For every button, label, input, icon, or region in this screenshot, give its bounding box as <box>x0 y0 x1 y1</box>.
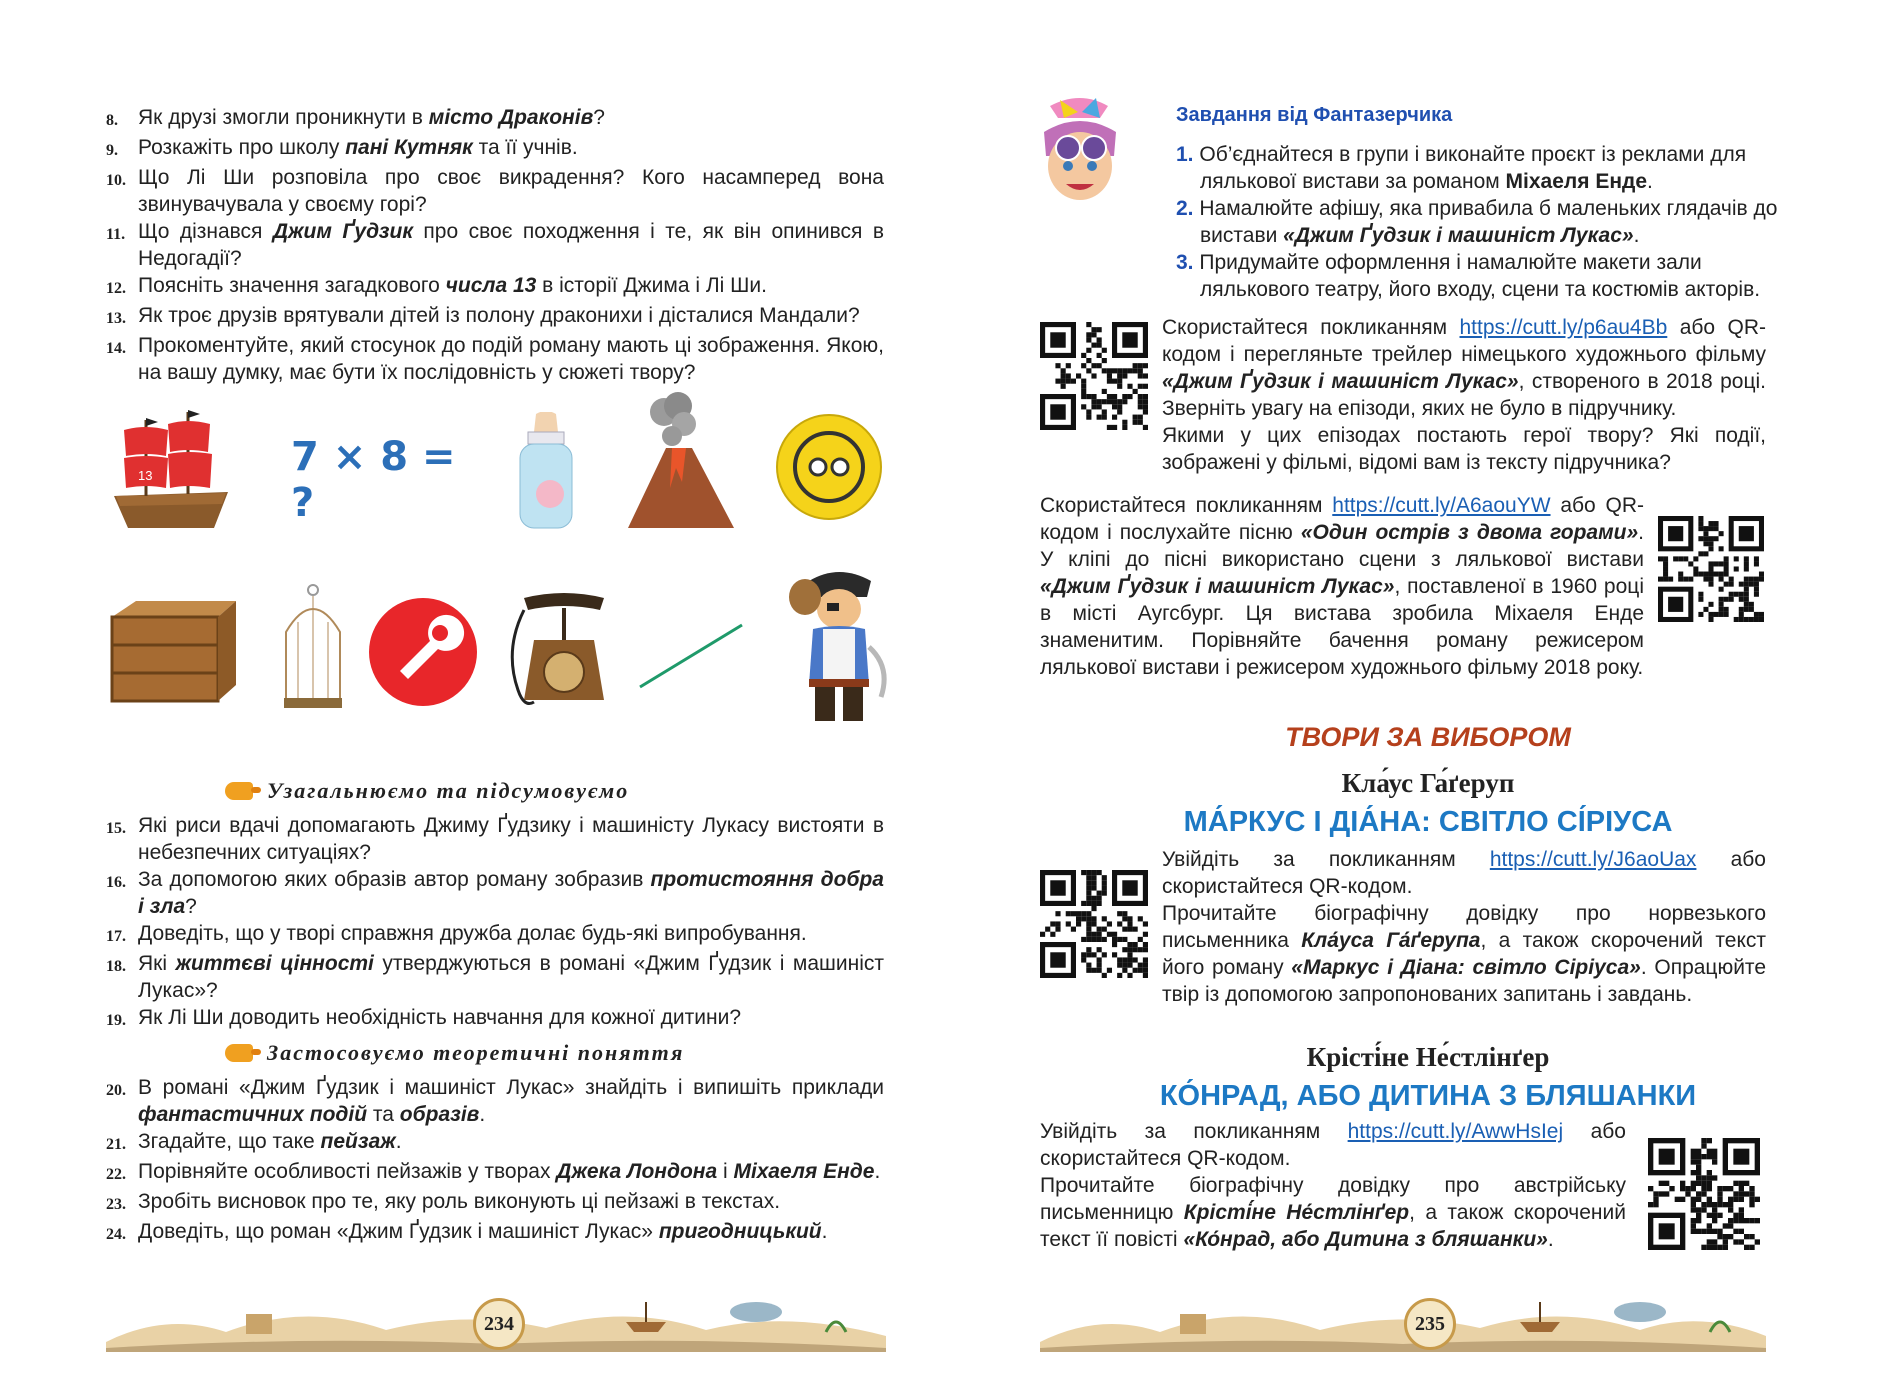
question-item: 14. Прокоментуйте, який стосунок до подій роману мають ці зображення. Якою, на вашу думку, має бути їх послідовність у сюжеті твору? <box>106 334 884 384</box>
qr-code-trailer <box>1040 322 1148 430</box>
konrad-link[interactable]: https://cutt.ly/AwwHsIej <box>1347 1120 1564 1143</box>
multiplication-formula: 7 × 8 = ? <box>291 434 456 526</box>
task-item: 2. Намалюйте афішу, яка привабила б маленьких глядачів до вистави «Джим Ґудзик і машиніст Лукас». <box>1176 197 1778 247</box>
volcano-image <box>626 392 736 532</box>
birdcage-image <box>278 582 348 712</box>
story-images-grid <box>106 392 906 732</box>
question-item: 13. Як троє друзів врятували дітей із полону драконихи і дісталися Мандали? <box>106 304 860 327</box>
repair-sign-image <box>368 597 478 707</box>
question-item: 15. Які риси вдачі допомагають Джиму Ґудзику і машиністу Лукасу вистояти в небезпечних ситуаціях? <box>106 814 884 864</box>
questions-list-b <box>106 812 884 1034</box>
tasks-list <box>1176 141 1812 303</box>
work-title: МА́РКУС І ДІА́НА: СВІТЛО СІ́РІУСА <box>1183 806 1673 838</box>
question-item: 18. Які життєві цінності утверджуються в романі «Джим Ґудзик і машиніст Лукас»? <box>106 952 885 1002</box>
task-item: 3. Придумайте оформлення і намалюйте макети зали лялькового театру, його входу, сцени та костюмів акторів. <box>1176 251 1761 301</box>
needle-image <box>636 597 746 697</box>
author-name: Крісті́не Не́стлінґер <box>1306 1042 1550 1072</box>
question-item: 22. Порівняйте особливості пейзажів у творах Джека Лондона і Міхаеля Енде. <box>106 1160 881 1183</box>
button-image <box>774 412 884 522</box>
question-item: 10. Що Лі Ши розповіла про своє викрадення? Кого насамперед вона звинувачувала у своєму горі? <box>106 166 884 216</box>
trailer-text: Скористайтеся покликанням https://cutt.ly/p6au4Bb або QR-кодом і перегляньте трейлер німецького художнього фільму «Джим Ґудзик і машиніст Лукас», створеного в 2018 році. Зверніть увагу на епізоди, яких не було в підручнику. Якими у цих епізодах постають герої твору? Які події, зображені у фільмі, відомі вам із тексту підручника? <box>1162 316 1766 474</box>
pirate-ship-image <box>106 400 236 532</box>
pointing-hand-icon <box>225 1044 253 1062</box>
author-name: Кла́ус Га́ґеруп <box>1341 768 1515 798</box>
question-item: 16. За допомогою яких образів автор роману зобразив протистояння добра і зла? <box>106 868 884 918</box>
task-title: Завдання від Фантазерчика <box>1176 104 1453 126</box>
footer-decoration <box>1040 1292 1766 1352</box>
svg-text:13: 13 <box>138 468 153 483</box>
question-item: 24. Доведіть, що роман «Джим Ґудзик і машиніст Лукас» пригодницький. <box>106 1220 828 1243</box>
wooden-crate-image <box>106 597 241 705</box>
work-title: КО́НРАД, АБО ДИТИНА З БЛЯШАНКИ <box>1159 1080 1697 1112</box>
heading-summary: Узагальнюємо та підсумовуємо <box>225 778 629 804</box>
question-item: 8. Як друзі змогли проникнути в місто Драконів? <box>106 106 605 129</box>
qr-code-markus <box>1040 870 1148 978</box>
question-item: 20. В романі «Джим Ґудзик і машиніст Лукас» знайдіть і випишіть приклади фантастичних подій та образів. <box>106 1076 884 1126</box>
question-item: 12. Поясніть значення загадкового числа 13 в історії Джима і Лі Ши. <box>106 274 767 297</box>
pointing-hand-icon <box>225 782 253 800</box>
question-item: 23. Зробіть висновок про те, яку роль виконують ці пейзажі в текстах. <box>106 1190 781 1213</box>
task-item: 1. Об’єднайтеся в групи і виконайте проєкт із реклами для лялькової вистави за романом Міхаеля Енде. <box>1176 143 1747 193</box>
song-text: Скористайтеся покликанням https://cutt.ly/A6aouYW або QR-кодом і послухайте пісню «Один острів з двома горами». У кліпі до пісні використано сцени з лялькової вистави «Джим Ґудзик і машиніст Лукас», поставленої в 1960 році в місті Аугсбург. Ця вистава зробила Міхаеля Енде знаменитим. Порівняйте бачення роману режисером лялькової вистави і режисером художнього фільму 2018 року. <box>1040 494 1644 679</box>
pirate-character-image <box>781 567 896 727</box>
song-link[interactable]: https://cutt.ly/A6aouYW <box>1332 494 1551 517</box>
question-item: 19. Як Лі Ши доводить необхідність навчання для кожної дитини? <box>106 1006 742 1029</box>
right-page <box>952 0 1904 1400</box>
old-telephone-image <box>504 590 619 715</box>
question-item: 17. Доведіть, що у творі справжня дружба долає будь-які випробування. <box>106 922 807 945</box>
markus-link[interactable]: https://cutt.ly/J6aoUax <box>1489 848 1697 871</box>
page-number: 235 <box>1404 1298 1456 1350</box>
question-item: 11. Що дізнався Джим Ґудзик про своє походження і те, як він опинився в Недогадії? <box>106 220 884 270</box>
heading-theory: Застосовуємо теоретичні поняття <box>225 1040 684 1066</box>
qr-code-konrad <box>1648 1138 1760 1250</box>
qr-code-song <box>1658 516 1764 622</box>
fantazerchyk-character-image <box>1030 96 1130 216</box>
baby-bottle-image <box>506 412 586 532</box>
section-title: ТВОРИ ЗА ВИБОРОМ <box>1285 722 1571 752</box>
questions-list-a <box>106 104 884 386</box>
question-item: 21. Згадайте, що таке пейзаж. <box>106 1130 402 1153</box>
konrad-text: Увійдіть за покликанням https://cutt.ly/AwwHsIej або скористайтеся QR-кодом. Прочитайте біографічну довідку про австрійську письменницю Крісті́не Не́стлінґер, а також скорочений текст її повісті «Ко́нрад, або Дитина з бляшанки». <box>1040 1120 1626 1251</box>
questions-list-c <box>106 1074 884 1248</box>
question-item: 9. Розкажіть про школу пані Кутняк та її учнів. <box>106 136 578 159</box>
trailer-link[interactable]: https://cutt.ly/p6au4Bb <box>1459 316 1668 339</box>
page-number: 234 <box>473 1298 525 1350</box>
markus-text: Увійдіть за покликанням https://cutt.ly/J6aoUax або скористайтеся QR-кодом. Прочитайте біографічну довідку про норвезького письменника Кла́уса Га́ґерупа, а також скорочений текст його роману «Маркус і Діана: світло Сіріуса». Опрацюйте твір із допомогою запропонованих запитань і завдань. <box>1162 848 1766 1006</box>
